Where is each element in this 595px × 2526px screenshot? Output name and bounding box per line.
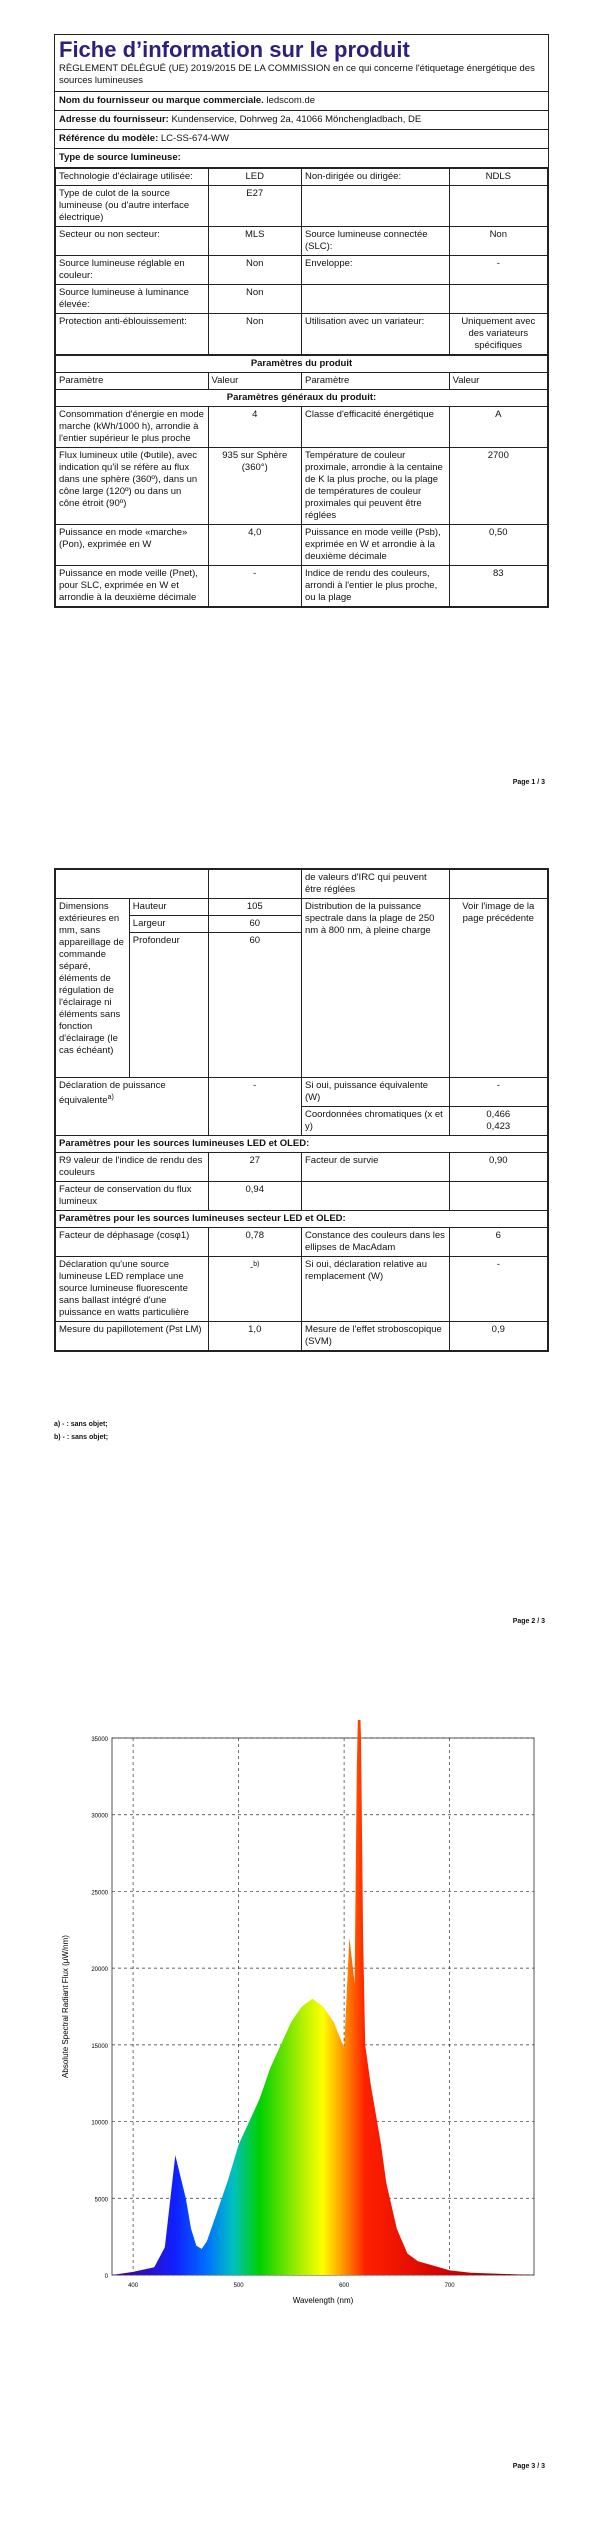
model-label: Référence du modèle:: [59, 133, 159, 144]
type-value: -: [449, 256, 547, 285]
macadam-label: Constance des couleurs dans les ellipses de MacAdam: [301, 1228, 449, 1257]
address-row: [55, 111, 548, 130]
spectrum-chart-svg: [54, 1720, 547, 2330]
dim-value: 60: [208, 933, 301, 1078]
type-label: Type de culot de la source lumineuse (ou d'autre interface électrique): [56, 186, 209, 227]
type-label: Enveloppe:: [301, 256, 449, 285]
dim-label: Largeur: [129, 916, 208, 933]
equiv-value: -: [208, 1078, 301, 1136]
type-value: [449, 186, 547, 227]
param-value: 0,50: [449, 525, 547, 566]
type-row: [56, 256, 548, 285]
type-value: Uniquement avec des variateurs spécifiques: [449, 314, 547, 355]
supplier-label: Nom du fournisseur ou marque commerciale.: [59, 95, 264, 106]
param-value: 935 sur Sphère (360°): [208, 448, 301, 525]
type-value: NDLS: [449, 169, 547, 186]
product-info-sheet-continued: [54, 868, 549, 1352]
params-table: [55, 355, 548, 607]
y-tick-label: 0: [104, 2274, 108, 2280]
param-label: Puissance en mode veille (Psb), exprimée en W et arrondie à la deuxième décimale: [301, 525, 449, 566]
param-label: Classe d'efficacité énergétique: [301, 407, 449, 448]
dim-label: Hauteur: [129, 899, 208, 916]
type-header: [55, 149, 548, 168]
type-label: Secteur ou non secteur:: [56, 227, 209, 256]
col-header: Paramètre: [301, 373, 449, 390]
equiv-w-value: -: [449, 1078, 547, 1107]
equiv-label-text: Déclaration de puissance équivalente: [59, 1080, 166, 1107]
type-value: MLS: [208, 227, 301, 256]
param-label: Indice de rendu des couleurs, arrondi à l'entier le plus proche, ou la plage: [301, 566, 449, 607]
spectrum-chart: [54, 1720, 547, 2330]
page-number: Page 2 / 3: [512, 1618, 545, 1625]
y-tick-label: 20000: [91, 1967, 108, 1974]
regulation-text: RÈGLEMENT DÉLÉGUÉ (UE) 2019/2015 DE LA COMMISSION en ce qui concerne l'étiquetage énergétique des sources lumineuses: [55, 63, 548, 92]
type-table: [55, 168, 548, 355]
footnotes: [54, 1418, 108, 1444]
page-title: Fiche d’information sur le produit: [59, 37, 410, 62]
footnote-ref: b): [253, 1261, 260, 1268]
type-label: Source lumineuse réglable en couleur:: [56, 256, 209, 285]
y-tick-label: 10000: [91, 2120, 108, 2127]
general-row: [56, 448, 548, 525]
empty-cell: [208, 870, 301, 899]
dim-value: 105: [208, 899, 301, 916]
type-label: Technologie d'éclairage utilisée:: [56, 169, 209, 186]
type-row: [56, 186, 548, 227]
general-row: [56, 407, 548, 448]
product-info-sheet: [54, 34, 549, 608]
equiv-w-label: Si oui, puissance équivalente (W): [301, 1078, 449, 1107]
col-header: Paramètre: [56, 373, 209, 390]
dim-label: Profondeur: [129, 933, 208, 1078]
param-value: 4: [208, 407, 301, 448]
replace-w-label: Si oui, déclaration relative au remplacement (W): [301, 1257, 449, 1322]
spectral-value: Voir l'image de la page précédente: [449, 899, 547, 1078]
r9-label: R9 valeur de l'indice de rendu des couleurs: [56, 1153, 209, 1182]
spectral-label: Distribution de la puissance spectrale dans la plage de 250 nm à 800 nm, à pleine charge: [301, 899, 449, 1078]
param-label: Puissance en mode veille (Pnet), pour SLC, exprimée en W et arrondie à la deuxième décimale: [56, 566, 209, 607]
footnote-ref: a): [107, 1094, 114, 1101]
led-header: Paramètres pour les sources lumineuses LED et OLED:: [56, 1136, 548, 1153]
empty-cell: [56, 870, 209, 899]
empty-cell: [449, 870, 547, 899]
pf-label: Facteur de déphasage (cosφ1): [56, 1228, 209, 1257]
address-label: Adresse du fournisseur:: [59, 114, 169, 125]
supplier-row: [55, 92, 548, 111]
general-row: [56, 525, 548, 566]
type-label: [301, 186, 449, 227]
type-row: [56, 227, 548, 256]
flux-maint-value: 0,94: [208, 1182, 301, 1211]
y-tick-label: 15000: [91, 2043, 108, 2050]
y-tick-label: 5000: [94, 2197, 108, 2204]
footnote: a) - : sans objet;: [54, 1421, 108, 1428]
y-tick-label: 35000: [91, 1737, 108, 1743]
x-tick-label: 500: [233, 2283, 244, 2289]
y-axis-label: Absolute Spectral Radiant Flux (μW/nm): [61, 1935, 70, 2078]
address-value: Kundenservice, Dohrweg 2a, 41066 Mönchengladbach, DE: [171, 114, 422, 125]
param-label: Puissance en mode «marche» (Pon), exprimée en W: [56, 525, 209, 566]
param-value: -: [208, 566, 301, 607]
dim-value: 60: [208, 916, 301, 933]
param-label: Consommation d'énergie en mode marche (kWh/1000 h), arrondie à l'entier supérieur le plus proche: [56, 407, 209, 448]
col-header: Valeur: [449, 373, 547, 390]
y-tick-label: 30000: [91, 1813, 108, 1820]
x-tick-label: 700: [444, 2283, 455, 2289]
supplier-value: ledscom.de: [266, 95, 316, 106]
y-tick-label: 25000: [91, 1890, 108, 1897]
x-tick-label: 600: [339, 2283, 350, 2289]
type-label: Protection anti-éblouissement:: [56, 314, 209, 355]
dims-label: Dimensions extérieures en mm, sans appareillage de commande séparé, éléments de régulation de l'éclairage ni éléments sans fonction d'éclairage (le cas échéant): [56, 899, 130, 1078]
x-axis-label: Wavelength (nm): [292, 2296, 354, 2305]
flux-maint-label: Facteur de conservation du flux lumineux: [56, 1182, 209, 1211]
params-header: Paramètres du produit: [56, 356, 548, 373]
footnote: b) - : sans objet;: [54, 1434, 109, 1441]
type-value: Non: [208, 314, 301, 355]
type-header-text: Type de source lumineuse:: [59, 152, 181, 163]
param-value: 83: [449, 566, 547, 607]
replace-w-value: -: [449, 1257, 547, 1322]
empty-cell: [449, 1182, 547, 1211]
param-value: 2700: [449, 448, 547, 525]
type-label: Source lumineuse connectée (SLC):: [301, 227, 449, 256]
type-label: Source lumineuse à luminance élevée:: [56, 285, 209, 314]
type-label: [301, 285, 449, 314]
type-value: E27: [208, 186, 301, 227]
type-row: [56, 285, 548, 314]
strobe-value: 0,9: [449, 1322, 547, 1351]
equiv-label: [56, 1078, 209, 1136]
type-value: [449, 285, 547, 314]
param-value: 4,0: [208, 525, 301, 566]
type-row: [56, 169, 548, 186]
x-tick-label: 400: [128, 2283, 139, 2289]
survival-value: 0,90: [449, 1153, 547, 1182]
type-value: Non: [208, 285, 301, 314]
empty-cell: [301, 1182, 449, 1211]
type-value: Non: [208, 256, 301, 285]
model-value: LC-SS-674-WW: [160, 133, 229, 144]
replace-label: Déclaration qu'une source lumineuse LED remplace une source lumineuse fluorescente sans ballast intégré d'une puissance en watts particulière: [56, 1257, 209, 1322]
replace-value: [208, 1257, 301, 1322]
chroma-value: 0,466 0,423: [449, 1107, 547, 1136]
type-value: Non: [449, 227, 547, 256]
param-label: Température de couleur proximale, arrondie à la centaine de K la plus proche, ou la plage de températures de couleur proximales qui peuvent être réglées: [301, 448, 449, 525]
flicker-label: Mesure du papillotement (Pst LM): [56, 1322, 209, 1351]
strobe-label: Mesure de l'effet stroboscopique (SVM): [301, 1322, 449, 1351]
mains-header: Paramètres pour les sources lumineuses secteur LED et OLED:: [56, 1211, 548, 1228]
survival-label: Facteur de survie: [301, 1153, 449, 1182]
r9-value: 27: [208, 1153, 301, 1182]
param-label: Flux lumineux utile (Φutile), avec indication qu'il se réfère au flux dans une sphère (360º), dans un cône large (120º) ou dans un cône étroit (90º): [56, 448, 209, 525]
general-row: [56, 566, 548, 607]
replace-value-text: -: [250, 1262, 254, 1274]
page-number: Page 3 / 3: [512, 2463, 545, 2470]
type-row: [56, 314, 548, 355]
flicker-value: 1,0: [208, 1322, 301, 1351]
param-value: A: [449, 407, 547, 448]
type-value: LED: [208, 169, 301, 186]
type-label: Utilisation avec un variateur:: [301, 314, 449, 355]
col-header: Valeur: [208, 373, 301, 390]
macadam-value: 6: [449, 1228, 547, 1257]
general-header: Paramètres généraux du produit:: [56, 390, 548, 407]
type-label: Non-dirigée ou dirigée:: [301, 169, 449, 186]
page-number: Page 1 / 3: [512, 779, 545, 786]
cri-continued: de valeurs d'IRC qui peuvent être réglées: [301, 870, 449, 899]
chroma-label: Coordonnées chromatiques (x et y): [301, 1107, 449, 1136]
model-row: [55, 130, 548, 149]
pf-value: 0,78: [208, 1228, 301, 1257]
params-table-continued: [55, 869, 548, 1351]
